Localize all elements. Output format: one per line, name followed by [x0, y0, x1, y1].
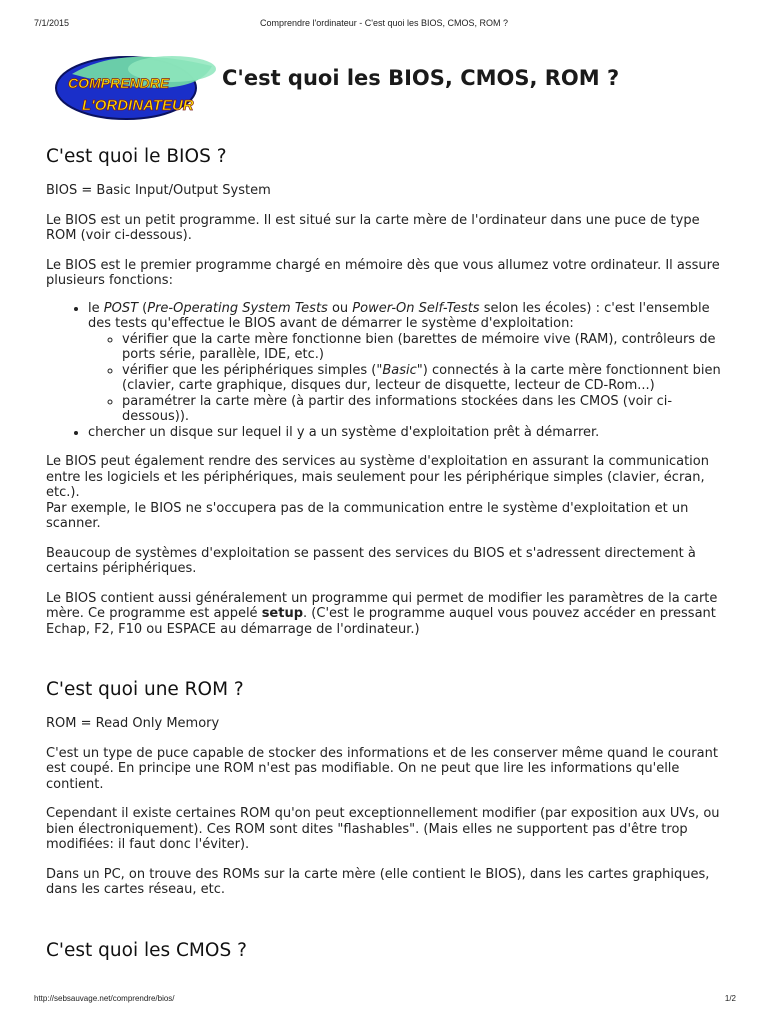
list-item-boot-disk: • chercher un disque sur lequel il y a un système d'exploitation prêt à démarrer. — [88, 425, 728, 441]
print-page-number: 1/2 — [724, 994, 736, 1003]
sublist-item: ◦ paramétrer la carte mère (à partir des informations stockées dans les CMOS (voir ci-dessous)). — [122, 394, 728, 425]
list-text: vérifier que les périphériques simples (" — [122, 362, 383, 378]
term-post: POST — [103, 300, 139, 316]
rom-paragraph-1: C'est un type de puce capable de stocker des informations et de les conserver même quand le courant est coupé. En principe une ROM n'est pas modifiable. On ne peut que lire les informations qu'elle contient. — [46, 745, 718, 792]
bios-functions-list — [46, 301, 728, 441]
list-text: ( — [138, 300, 148, 316]
term-pre-operating: Pre-Operating System Tests — [147, 300, 328, 316]
print-page-title: Comprendre l'ordinateur - C'est quoi les BIOS, CMOS, ROM ? — [259, 18, 509, 28]
logo-text-line1: COMPRENDRE — [68, 75, 170, 91]
list-text: ") connectés à la carte mère fonctionnent bien (clavier, carte graphique, disques dur, lecteur de disquette, lecteur de CD-Rom...) — [122, 362, 721, 393]
logo-graphic — [52, 52, 217, 122]
list-text: ou — [327, 300, 353, 316]
rom-definition: ROM = Read Only Memory — [46, 716, 220, 731]
bios-paragraph-1: Le BIOS est un petit programme. Il est situé sur la carte mère de l'ordinateur dans une puce de type ROM (voir ci-dessous). — [46, 212, 700, 243]
print-date: 7/1/2015 — [34, 18, 70, 28]
list-text: Le BIOS contient aussi généralement un programme qui permet de modifier les paramètres de la carte mère. Ce programme est appelé — [46, 590, 718, 621]
bios-paragraph-3 — [46, 454, 728, 532]
post-sublist — [88, 332, 728, 425]
bios-definition: BIOS = Basic Input/Output System — [46, 183, 271, 198]
term-basic: Basic — [382, 362, 417, 378]
list-text: le — [88, 300, 104, 316]
bios-paragraph-4: Beaucoup de systèmes d'exploitation se passent des services du BIOS et s'adressent directement à certains périphériques. — [46, 545, 696, 576]
rom-paragraph-2: Cependant il existe certaines ROM qu'on peut exceptionnellement modifier (par exposition aux UVs, ou bien électroniquement). Ces ROM sont dites "flashables". (Mais elles ne supportent pas d'être trop modifiées: il faut donc l'éviter). — [46, 806, 720, 852]
bios-paragraph-2: Le BIOS est le premier programme chargé en mémoire dès que vous allumez votre ordinateur. Il assure plusieurs fonctions: — [46, 257, 720, 288]
list-text: . (C'est le programme auquel vous pouvez accéder en pressant Echap, F2, F10 ou ESPACE au démarrage de l'ordinateur.) — [46, 606, 716, 637]
heading-bios: C'est quoi le BIOS ? — [46, 146, 227, 167]
list-item-post — [88, 301, 728, 425]
list-text: selon les écoles) : c'est l'ensemble des tests qu'effectue le BIOS avant de démarrer le système d'exploitation: — [88, 300, 710, 331]
bios-paragraph-5 — [46, 591, 728, 638]
heading-rom: C'est quoi une ROM ? — [46, 679, 244, 700]
logo-text-line2: L'ORDINATEUR — [82, 97, 194, 114]
term-power-on: Power-On Self-Tests — [352, 300, 480, 316]
term-setup: setup — [261, 606, 304, 621]
rom-paragraph-3: Dans un PC, on trouve des ROMs sur la carte mère (elle contient le BIOS), dans les cartes graphiques, dans les cartes réseau, etc. — [46, 866, 710, 897]
bios-paragraph-3b: Par exemple, le BIOS ne s'occupera pas de la communication entre le système d'exploitation et un scanner. — [46, 500, 689, 531]
sublist-item: ◦ vérifier que la carte mère fonctionne bien (barettes de mémoire vive (RAM), contrôleurs de ports série, parallèle, IDE, etc.) — [122, 332, 728, 363]
article-content — [46, 140, 728, 961]
page-title: C'est quoi les BIOS, CMOS, ROM ? — [222, 66, 620, 90]
print-url: http://sebsauvage.net/comprendre/bios/ — [34, 994, 175, 1003]
comprendre-logo[interactable] — [52, 52, 217, 122]
heading-cmos: C'est quoi les CMOS ? — [46, 939, 247, 961]
sublist-item — [122, 363, 728, 394]
bios-paragraph-3a: Le BIOS peut également rendre des services au système d'exploitation en assurant la communication entre les logiciels et les périphériques, mais seulement pour les périphérique simples (clavier, écran, etc.). — [46, 454, 709, 500]
